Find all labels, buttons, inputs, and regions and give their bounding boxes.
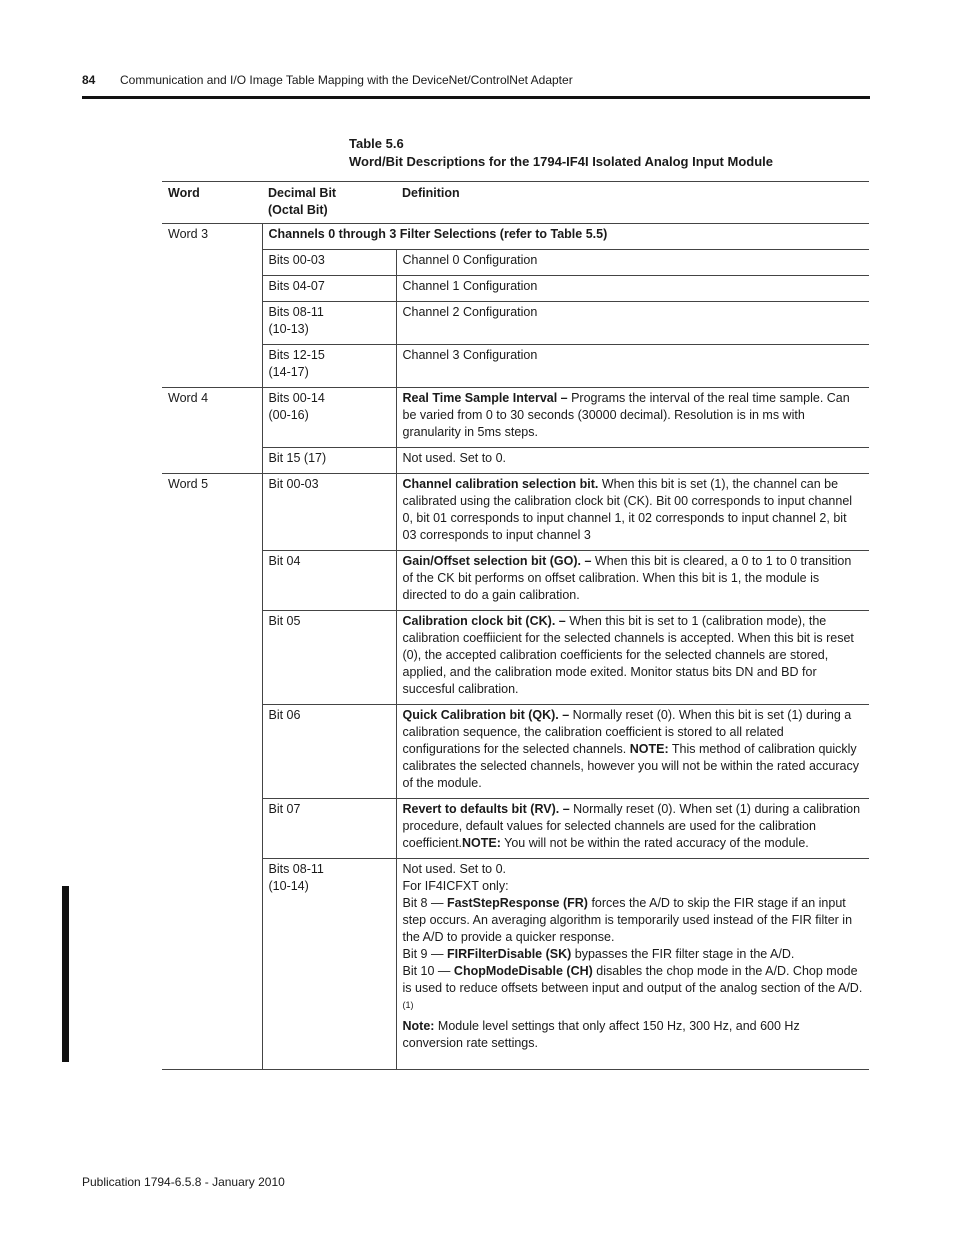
header-word: Word — [162, 182, 262, 224]
page-number: 84 — [82, 73, 96, 87]
table-row — [162, 345, 869, 388]
table-row — [162, 551, 869, 611]
definition-cell: Not used. Set to 0. For IF4ICFXT only: Bit 8 — FastStepResponse (FR) forces the A/D to skip the FIR stage if an input step occurs. An averaging algorithm is temporarily used instead of the FIR filter in the A/D to provide a quicker response. Bit 9 — FIRFilterDisable (SK) bypasses the FIR filter stage in the A/D. Bit 10 — ChopModeDisable (CH) disables the chop mode in the A/D. Chop mode is used to reduce offsets between input and output of the analog section of the A/D. $^{(1)}$ Note: Module level settings that only affect 150 Hz, 300 Hz, and 600 Hz conversion rate settings. — [396, 859, 869, 1070]
bit-cell: Bits 00-03 — [262, 250, 396, 276]
table-row — [162, 302, 869, 345]
bit-cell: Bits 00-14 (00-16) — [262, 388, 396, 448]
table-row — [162, 705, 869, 799]
table-row — [162, 474, 869, 551]
word-3-cell: Word 3 — [162, 224, 262, 388]
bit-cell: Bit 04 — [262, 551, 396, 611]
word-5-cell: Word 5 — [162, 474, 262, 1070]
header-definition: Definition — [396, 182, 869, 224]
publication-footer: Publication 1794-6.5.8 - January 2010 — [82, 1175, 285, 1189]
table-row — [162, 276, 869, 302]
word-3-section-title: Channels 0 through 3 Filter Selections (refer to Table 5.5) — [262, 224, 869, 250]
bit-cell: Bit 05 — [262, 611, 396, 705]
header-bit: Decimal Bit (Octal Bit) — [262, 182, 396, 224]
change-bar — [62, 886, 69, 1062]
table-row — [162, 448, 869, 474]
word-bit-table — [162, 181, 869, 1070]
bit-cell: Bits 04-07 — [262, 276, 396, 302]
table-row — [162, 611, 869, 705]
bit-cell: Bit 07 — [262, 799, 396, 859]
definition-cell: Channel calibration selection bit. When this bit is set (1), the channel can be calibrated using the calibration clock bit (CK). Bit 00 corresponds to input channel 0, bit 01 corresponds to input channel 1, it 02 corresponds to input channel 2, bit 03 corresponds to input channel 3 — [396, 474, 869, 551]
bit-cell: Bits 08-11 (10-14) — [262, 859, 396, 1070]
footnote-marker: (1) — [402, 1000, 414, 1010]
definition-cell: Channel 0 Configuration — [396, 250, 869, 276]
bit-cell: Bit 00-03 — [262, 474, 396, 551]
table-row — [162, 388, 869, 448]
definition-cell: Revert to defaults bit (RV). – Normally reset (0). When set (1) during a calibration procedure, default values for selected channels are used for the calibration coefficient.NOTE: You will not be within the rated accuracy of the module. — [396, 799, 869, 859]
table-row — [162, 250, 869, 276]
definition-cell: Quick Calibration bit (QK). – Normally reset (0). When this bit is set (1) during a calibration sequence, the calibration coefficient is stored to all related configurations for the selected channels. NOTE: This method of calibration quickly calibrates the selected channels, however you will not be within the rated accuracy of the module. — [396, 705, 869, 799]
bit-cell: Bits 12-15 (14-17) — [262, 345, 396, 388]
definition-cell: Real Time Sample Interval – Programs the interval of the real time sample. Can be varied from 0 to 30 seconds (30000 decimal). Resolution is in ms with granularity in 5ms steps. — [396, 388, 869, 448]
header-rule — [82, 96, 870, 99]
table-caption-title: Word/Bit Descriptions for the 1794-IF4I Isolated Analog Input Module — [349, 154, 773, 169]
table-header-row — [162, 182, 869, 224]
table-caption-number: Table 5.6 — [349, 136, 404, 151]
table-row — [162, 224, 869, 250]
definition-cell: Gain/Offset selection bit (GO). – When this bit is cleared, a 0 to 1 to 0 transition of the CK bit performs on offset calibration. When this bit is 1, the module is directed to do a gain calibration. — [396, 551, 869, 611]
definition-cell: Not used. Set to 0. — [396, 448, 869, 474]
definition-cell: Channel 3 Configuration — [396, 345, 869, 388]
bit-cell: Bit 06 — [262, 705, 396, 799]
definition-cell: Channel 1 Configuration — [396, 276, 869, 302]
definition-cell: Channel 2 Configuration — [396, 302, 869, 345]
bit-cell: Bit 15 (17) — [262, 448, 396, 474]
word-4-cell: Word 4 — [162, 388, 262, 474]
definition-cell: Calibration clock bit (CK). – When this bit is set to 1 (calibration mode), the calibration coeffiicient for the selected channels is accepted. When this bit is reset (0), the accepted calibration coefficients for the selected channels are stored, applied, and the calibration mode exited. Monitor status bits DN and BD for succesful calibration. — [396, 611, 869, 705]
running-header: Communication and I/O Image Table Mapping with the DeviceNet/ControlNet Adapter — [120, 73, 573, 87]
table-row — [162, 859, 869, 1070]
bit-cell: Bits 08-11 (10-13) — [262, 302, 396, 345]
table-row — [162, 799, 869, 859]
